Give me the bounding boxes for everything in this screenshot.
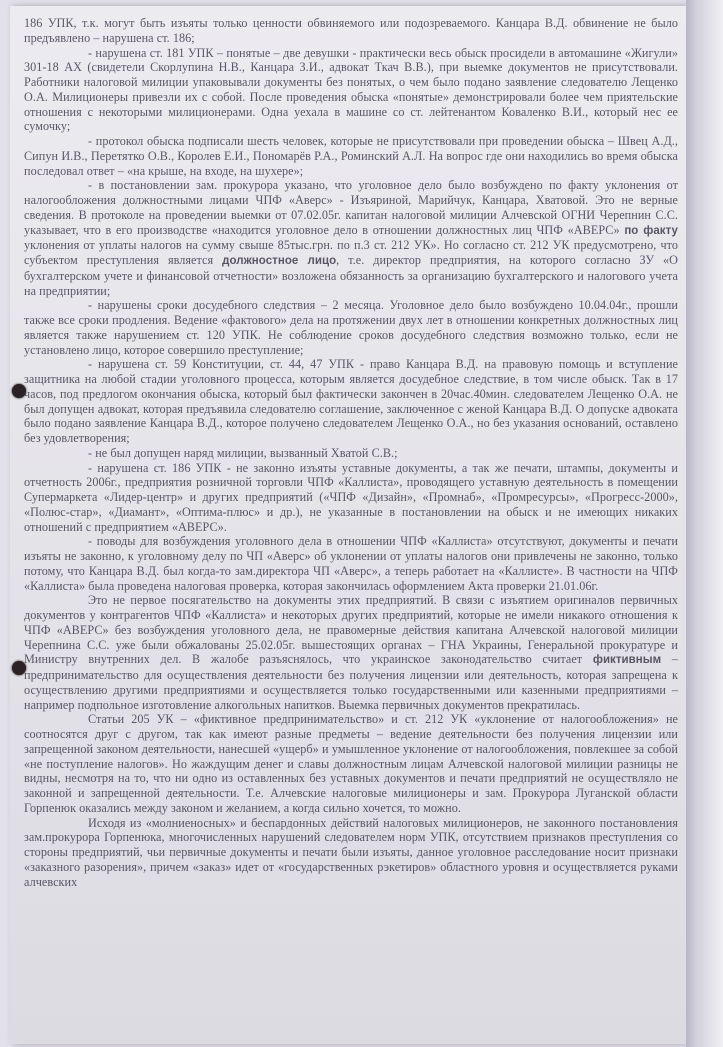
text-run: уклонения от уплаты налогов на сумму свыше 85тыс.грн. по п.3 ст. 212 УК». Но согласно ст. 212 УК предусмотрено, что субъектом преступления является <box>24 238 678 267</box>
text-run: - нарушена ст. 181 УПК – понятые – две девушки - практически весь обыск просидели в автомашине «Жигули» 301-18 АХ (свидетели Скорлупина Н.В., Канцара З.И., адвокат Ткач В.В.), при выемке документов не присутствовали. Работники налоговой милиции упаковывали документы без понятых, о чем было подано заявление следователю Лещенко О.А. Милиционеры привезли их с собой. После проведения обыска «понятые» демонстрировали более чем приятельские отношения с некоторыми милиционерами. Одна уехала в машине со ст. лейтенантом Коваленко В.И., который нес ее сумочку; <box>24 45 678 134</box>
text-run: - нарушена ст. 59 Конституции, ст. 44, 47 УПК - право Канцара В.Д. на правовую помощь и вступление защитника на любой стадии уголовного процесса, которым является досудебное следствие, в том числе обыск. Так в 17 часов, под предлогом окончания обыска, который был фактически закончен в 20час.40мин. следователем Лещенко О.А. не был допущен адвокат, которая предъявила следователю соглашение, заключенное с женой Канцара В.Д. О допуске адвоката было подано заявление Канцара В.Д., которое получено следователем Лещенко О.А., но без указания оснований, оставлено без удовлетворения; <box>24 357 678 445</box>
paragraph <box>24 178 678 298</box>
bold-text: должностное лицо <box>222 255 337 267</box>
text-run: - в постановлении зам. прокурора указано, что уголовное дело было возбуждено по факту уклонения от налогообложения должностными лицами ЧПФ «Аверс» - Изъяриной, Марийчук, Канцара, Хватовой. Это не верные сведения. В протоколе на проведении выемки от 07.02.05г. капитан налоговой милиции Алчевской ОГНИ Черепнин С.С. указывает, что в его производстве «находится уголовное дело в отношении должностных лиц ЧПФ «АВЕРС» <box>24 178 678 237</box>
text-run: – предпринимательство для осуществления деятельности без получения лицензии или деятельность, которая запрещена к осуществлению другими предприятиями и осуществляется только государственными или казенными предприятиями – например подпольное изготовление алкогольных напитков. Выемка первичных документов прекратилась. <box>24 652 678 712</box>
text-run: - поводы для возбуждения уголовного дела в отношении ЧПФ «Каллиста» отсутствуют, документы и печати изъяты не законно, к уголовному делу по ЧП «Аверс» об уклонении от уплаты налогов они привлечены не законно, только потому, что Канцара В.Д. был когда-то зам.директора ЧП «Аверс», а теперь работает на «Каллисте». В частности на ЧПФ «Каллиста» была проведена налоговая проверка, которая закончилась оформлением Акта проверки 21.01.06г. <box>24 534 678 593</box>
paragraph <box>24 593 678 712</box>
text-run: Это не первое посягательство на документы этих предприятий. В связи с изъятием оригиналов первичных документов у контрагентов ЧПФ «Каллиста» и некоторых других предприятий, которые не имели никакого отношения к ЧПФ «АВЕРС» без возбуждения уголовного дела, не правомерные действия капитана Алчевской налоговой милиции Черепнина С.С. уже были обжалованы 25.02.05г. вышестоящих органах – ГНА Украины, Генеральной прокуратуре и Министру внутренних дел. В жалобе разъяснялось, что украинское законодательство считает <box>24 593 678 667</box>
paragraph <box>24 298 678 357</box>
text-run: - нарушены сроки досудебного следствия – 2 месяца. Уголовное дело было возбуждено 10.04.04г., прошли также все сроки продления. Ведение «фактового» дела на протяжении двух лет в отношении конкретных должностных лиц является также нарушением ст. 120 УПК. Не соблюдение сроков досудебного следствия возможно только, если не установлено лицо, которое совершило преступление; <box>24 298 678 357</box>
bold-text: фиктивным <box>592 654 662 667</box>
paragraph <box>24 461 678 535</box>
text-run: - не был допущен наряд милиции, вызванный Хватой С.В.; <box>88 445 398 460</box>
paragraph <box>24 357 678 446</box>
paragraph <box>24 134 678 178</box>
paragraph <box>24 712 678 815</box>
text-run: 186 УПК, т.к. могут быть изъяты только ценности обвиняемого или подозреваемого. Канцара В.Д. обвинение не было предъявлено – нарушена ст. 186; <box>24 16 678 45</box>
paragraph <box>24 816 678 890</box>
text-run: Статьи 205 УК – «фиктивное предпринимательство» и ст. 212 УК «уклонение от налогообложения» не соотносятся друг с другом, так как имеют разные предметы – ведение деятельности без получения лицензии или запрещенной законом деятельности, нанесшей «ущерб» и умышленное уклонение от налогообложения, повлекшее за собой «не поступление налогов». Но жаждущим денег и славы должностным лицам Алчевской налоговой милиции разницы не видны, несмотря на то, что ни одно из оставленных без уставных документов и печати предприятий не осуществляло не законной и запрещенной деятельности. Т.е. Алчевские налоговые милиционеры и зам. Прокурора Луганской области Горпенюк оказались между законом и желанием, а когда сильно хочется, то можно. <box>24 712 678 815</box>
paragraph <box>24 46 678 135</box>
paragraph <box>24 16 678 46</box>
text-run: , т.е. директор предприятия, на которого согласно ЗУ «О бухгалтерском учете и финансовой отчетности» возложена обязанность за организацию бухгалтерского и налогового учета на предприятии; <box>24 253 678 298</box>
text-run: - протокол обыска подписали шесть человек, которые не присутствовали при проведении обыска – Швец А.Д., Сипун И.В., Перетятко О.В., Королев Е.И., Пономарёв Р.А., Роминский А.Л. На вопрос где они находились во время обыска последовал ответ – «на крыше, на входе, на шухере»; <box>24 134 678 178</box>
document-body <box>24 16 678 889</box>
page-edge-shadow <box>686 0 723 1047</box>
paragraph <box>24 534 678 593</box>
bold-text: по факту <box>624 224 678 237</box>
text-run: - нарушена ст. 186 УПК - не законно изъяты уставные документы, а так же печати, штампы, документы и отчетность 2006г., предприятия розничной торговли ЧПФ «Каллиста», проводящего уставную деятельность в помещении Супермаркета «Лидер-центр» и других предприятий («ЧПФ «Дизайн», «Промнаб», «Промресурсы», «Прогресс-2000», «Полюс-стар», «Диамант», «Оптима-плюс» и др.), не указанные в постановлении на обыск и не имеющих никаких отношений с предприятием «АВЕРС». <box>24 460 678 534</box>
paragraph <box>24 446 678 461</box>
text-run: Исходя из «молниеносных» и беспардонных действий налоговых милиционеров, не законного постановления зам.прокурора Горпенюка, многочисленных нарушений следователем норм УПК, отсутствием признаков преступления со стороны предприятий, чьи первичные документы и печати были изъяты, данное уголовное расследование носит признаки «заказного разорения», причем «заказ» идет от «государственных рэкетиров» областного уровня и осуществляется руками алчевских <box>24 815 678 889</box>
